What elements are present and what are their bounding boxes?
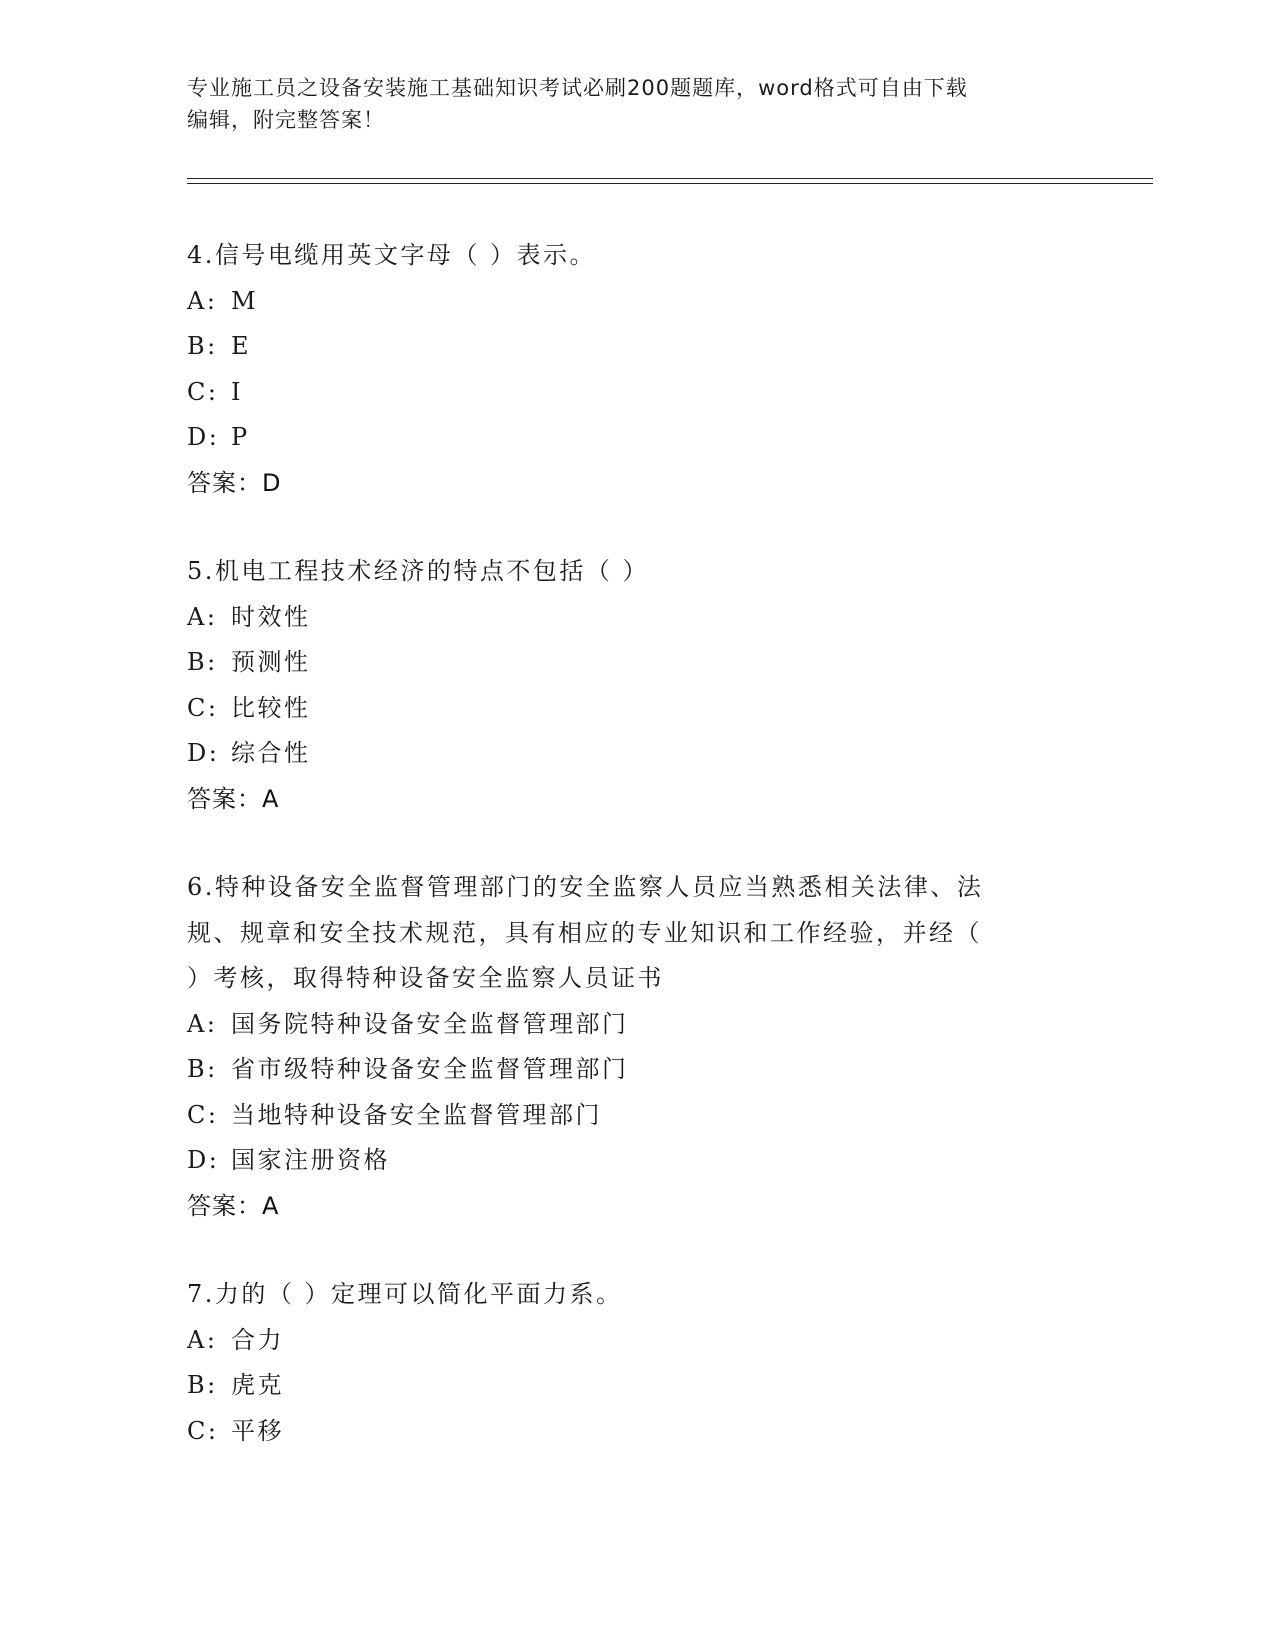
option-a: [187, 1318, 1067, 1364]
option-letter: C:: [187, 377, 219, 406]
option-letter: C:: [187, 693, 219, 722]
answer-line: 答案：A: [187, 784, 280, 813]
answer-line: 答案：A: [187, 1191, 280, 1220]
option-text: 国家注册资格: [231, 1146, 390, 1174]
answer-line: 答案：D: [187, 468, 282, 497]
option-letter: D:: [187, 423, 220, 451]
question-stem-line-1: 6.特种设备安全监督管理部门的安全监察人员应当熟悉相关法律、法: [187, 873, 984, 901]
question-stem-line-2: 规、规章和安全技术规范，具有相应的专业知识和工作经验，并经（: [187, 918, 982, 947]
option-text: E: [231, 332, 252, 360]
option-b: [187, 640, 1067, 686]
option-text: 比较性: [231, 693, 311, 722]
option-letter: C:: [187, 1100, 219, 1129]
question-stem: 5.机电工程技术经济的特点不包括（ ）: [187, 557, 650, 585]
option-d: [187, 415, 1067, 461]
question-5: [187, 549, 1067, 822]
document-header: [187, 72, 1067, 136]
option-text: 国务院特种设备安全监督管理部门: [231, 1009, 629, 1038]
option-b: [187, 1047, 1067, 1093]
option-letter: B:: [187, 332, 218, 360]
question-stem: 4.信号电缆用英文字母（ ）表示。: [187, 241, 597, 269]
option-b: [187, 1363, 1067, 1409]
option-text: M: [231, 286, 259, 315]
option-c: [187, 686, 1067, 732]
option-c: [187, 1093, 1067, 1139]
option-text: 省市级特种设备安全监督管理部门: [231, 1055, 629, 1083]
option-letter: C:: [187, 1416, 219, 1445]
option-letter: B:: [187, 648, 218, 676]
question-list: [187, 233, 1067, 1497]
question-4: [187, 233, 1067, 506]
option-letter: B:: [187, 1055, 218, 1083]
header-title-line-1: 专业施工员之设备安装施工基础知识考试必刷200题题库，word格式可自由下载: [187, 76, 968, 100]
option-text: 合力: [231, 1325, 284, 1354]
question-stem: 7.力的（ ）定理可以简化平面力系。: [187, 1280, 623, 1308]
option-c: [187, 1409, 1067, 1455]
option-text: 时效性: [231, 602, 311, 631]
question-6: [187, 865, 1067, 1229]
header-divider-bottom: [187, 183, 1153, 184]
option-letter: D:: [187, 1146, 220, 1174]
option-a: [187, 595, 1067, 641]
option-text: 虎克: [231, 1371, 284, 1399]
option-text: 综合性: [231, 739, 311, 767]
option-letter: A:: [187, 1009, 218, 1038]
option-d: [187, 1138, 1067, 1184]
option-letter: A:: [187, 602, 218, 631]
option-letter: A:: [187, 1325, 218, 1354]
option-a: [187, 279, 1067, 325]
question-7: [187, 1272, 1067, 1454]
option-letter: B:: [187, 1371, 218, 1399]
option-a: [187, 1002, 1067, 1048]
option-letter: A:: [187, 286, 218, 315]
option-text: 预测性: [231, 648, 311, 676]
option-b: [187, 324, 1067, 370]
option-text: 平移: [231, 1416, 284, 1445]
question-stem-line-3: ）考核，取得特种设备安全监察人员证书: [187, 964, 664, 992]
option-text: I: [231, 377, 243, 406]
header-divider-top: [187, 178, 1153, 179]
option-c: [187, 370, 1067, 416]
option-text: P: [231, 423, 250, 451]
header-title-line-2: 编辑，附完整答案！: [187, 108, 385, 132]
option-text: 当地特种设备安全监督管理部门: [231, 1100, 602, 1129]
option-letter: D:: [187, 739, 220, 767]
option-d: [187, 731, 1067, 777]
